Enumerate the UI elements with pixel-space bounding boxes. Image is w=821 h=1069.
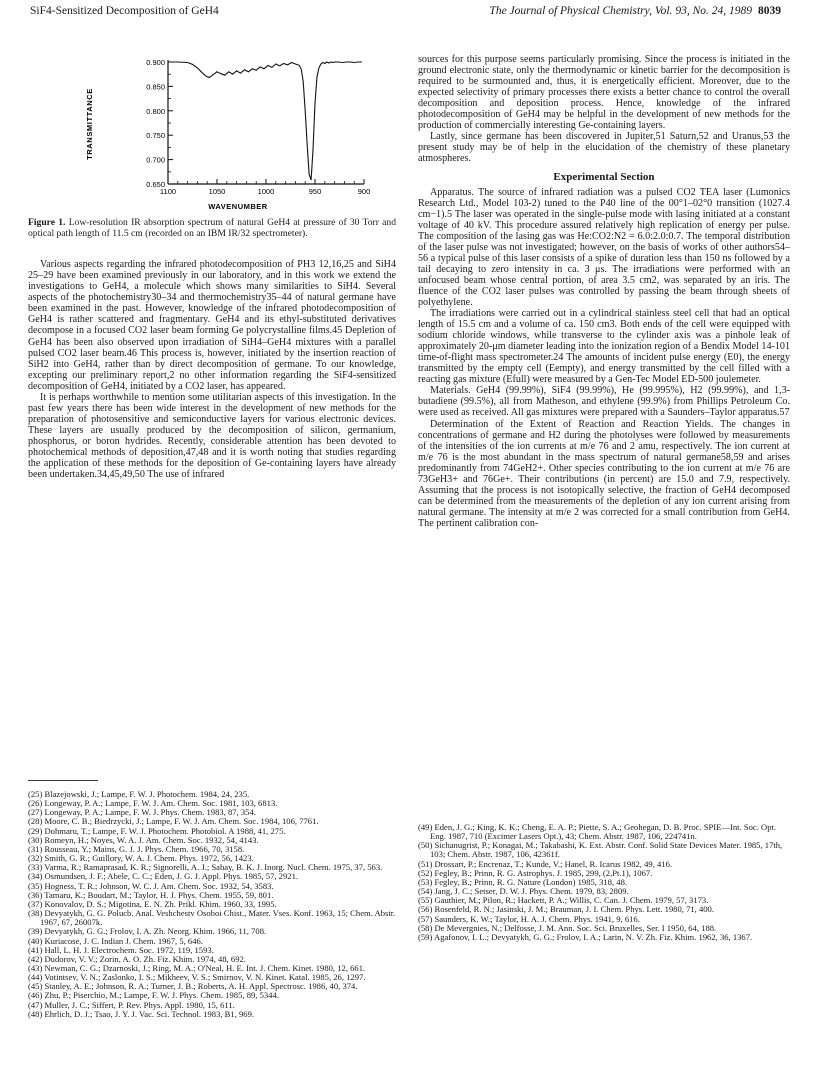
reference-item: (48) Ehrlich, D. J.; Tsao, J. Y. J. Vac. Sci. Technol. 1983, B1, 969. — [28, 1008, 255, 1019]
reference-item: (46) Zhu, P.; Piserchio, M.; Lampe, F. W. J. Phys. Chem. 1985, 89, 5344. — [28, 990, 279, 1001]
y-tick-label: 0.800 — [146, 106, 165, 116]
intro-paragraph-1: Various aspects regarding the infrared photodecomposition of PH3 12,16,25 and SiH4 25–29 have been examined previously in our laboratory, and in this work we extend the investigations to GeH4, a molecule which shows many similarities to SiH4. Several aspects of the photochemistry30–34 and thermochemistry35–44 of natural germane have been examined in the past. However, knowledge of the infrared photodecomposition of GeH4 is rather scattered and fragmentary. GeH4 and its ethyl-substituted derivatives decompose in a focused CO2 laser beam forming Ge polycrystalline films.45 Depletion of GeH4 has been also observed upon irradiation of SiH4–GeH4 mixtures with a parallel pulsed CO2 laser beam.46 This process is, however, initiated by the insertion reaction of SiH2 into GeH4, rather than by direct decomposition of germane. To our knowledge, excepting our preliminary report,2 no other information regarding the SiF4-sensitized decomposition of GeH4, initiated by a CO2 laser, has appeared. — [28, 259, 396, 392]
materials-paragraph: Materials. GeH4 (99.99%), SiF4 (99.99%), He (99.995%), H2 (99.99%), and 1,3-butadiene (99.5%), all from Matheson, and ethylene (99.9%) from Phillips Petroleum Co. were used as received. All gas mixtures were prepared with a Saunders–Taylor apparatus.57 — [418, 385, 790, 419]
reference-item: (26) Longeway, P. A.; Lampe, F. W. J. Am. Chem. Soc. 1981, 103, 6813. — [28, 798, 278, 809]
caption-text: Low-resolution IR absorption spectrum of natural GeH4 at pressure of 30 Torr and optical path length of 11.5 cm (recorded on an IBM IR/32 spectrometer). — [28, 217, 396, 239]
x-tick-label: 900 — [357, 187, 371, 196]
intro-paragraph-2: It is perhaps worthwhile to mention some utilitarian aspects of this investigation. In the past few years there has been wide interest in the development of new methods for the preparation of photosensitive and semiconductive layers for various electronic devices. These layers are usually produced by the decomposition of silicon, germanium, phosphorus, or boron hydrides. Recently, considerable attention has been devoted to photochemical methods of deposition,47,48 and it is worth noting that studies regarding the application of these methods for the deposition of Ge-containing layers have already been undertaken.34,45,49,50 The use of infrared — [28, 391, 396, 481]
references-right — [418, 823, 790, 942]
determination-paragraph: Determination of the Extent of Reaction and Reaction Yields. The changes in concentrations of germane and H2 during the photolyses were followed by measurements of the intensities of the ion currents at m/e 76 and 2 amu, respectively. The ion current at m/e 76 is the most abundant in the mass spectrum of natural germane58,59 and arises predominantly from 74GeH2+. Other species contributing to the ion current at m/e 76 are 73GeH3+ and 76Ge+. Their contributions (in percent) are 15.0 and 7.9, respectively. Assuming that the process is not isotopically selective, the fraction of GeH4 decomposed can be determined from the measurements of the depletion of any ion current arising from natural germane. The intensity at m/e 2 was corrected for a small contribution from GeH4. The pertinent calibration con- — [418, 418, 790, 529]
y-ticks — [146, 58, 173, 189]
reference-item: (44) Votintsev, V. N.; Zaslonko, I. S.; Mikheev, V. S.; Smirnov, V. N. Kinet. Katal. 1985, 26, 1297. — [28, 972, 366, 983]
reference-item: (25) Blazejowski, J.; Lampe, F. W. J. Photochem. 1984, 24, 235. — [28, 789, 250, 799]
reference-item: (47) Muller, J. C.; Siffert, P. Rev. Phys. Appl. 1980, 15, 611. — [28, 999, 235, 1010]
jupiter-paragraph: Lastly, since germane has been discovered in Jupiter,51 Saturn,52 and Uranus,53 the present study may be of help in the elucidation of the chemistry of these planetary atmospheres. — [418, 131, 790, 165]
section-heading-experimental: Experimental Section — [553, 171, 655, 184]
x-tick-label: 1000 — [257, 187, 275, 196]
reference-item: (55) Gauthier, M.; Pilon, R.; Hackett, P. A.; Willis, C. Can. J. Chem. 1979, 57, 3173. — [418, 895, 709, 906]
reference-item: (28) Moore, C. B.; Biedrzycki, J.; Lampe, F. W. J. Am. Chem. Soc. 1984, 106, 7761. — [28, 816, 319, 827]
y-tick-label: 0.750 — [146, 131, 165, 141]
reference-item: (34) Osmundsen, J. F.; Abele, C. C.; Eden, J. G. J. Appl. Phys. 1985, 57, 2921. — [28, 871, 299, 882]
y-axis-label: TRANSMITTANCE — [85, 88, 94, 160]
apparatus-paragraph: Apparatus. The source of infrared radiation was a pulsed CO2 TEA laser (Lumonics Research Ltd., Model 103-2) tuned to the P40 line of the 00°1–02°0 transition (1027.4 cm−1).5 The laser was operated in the single-pulse mode with lasing initiated at a constant voltage of 40 kV. This procedure assured relatively high replication of energy per pulse. The composition of the lasing gas was He:CO2:N2 = 6.0:2.0:0.7. The temporal distribution of the laser pulse was not investigated; however, on the basis of works of other authors54–56 a typical pulse of this laser consists of a spike of duration less than 150 ns followed by a tail decaying to zero intensity in ca. 3 μs. The irradiations were performed with an unfocused beam whose central portion, of area 3.5 cm2, was separated by an iris. The fluence of the CO2 laser pulses was controlled by passing the beam through sheets of polyethylene. — [418, 186, 790, 308]
reference-item: (33) Varma, R.; Ramaprasad, K. R.; Signorelli, A. J.; Sahay, B. K. J. Inorg. Nucl. Chem. 1975, 37, 563. — [28, 862, 383, 873]
right-column — [418, 54, 790, 529]
reference-item: (54) Jang, J. C.; Setser, D. W. J. Phys. Chem. 1979, 83, 2809. — [418, 886, 629, 897]
reference-item: (52) Fegley, B.; Prinn, R. G. Astrophys. J. 1985, 299, (2,Pt.1), 1067. — [418, 867, 653, 878]
reference-item: (36) Tamaru, K.; Boudart, M.; Taylor, H. J. Phys. Chem. 1955, 59, 801. — [28, 889, 274, 900]
reference-item: (56) Rosenfeld, R. N.; Jasinski, J. M.; Brauman, J. I. Chem. Phys. Lett. 1980, 71, 400. — [418, 904, 714, 915]
reference-item: (59) Agafonov, I. L.; Devyatykh, G. G.; Frolov, I. A.; Larin, N. V. Zh. Fiz. Khim. 1962, 36, 1367. — [418, 931, 753, 942]
reference-item: (42) Dudorov, V. V.; Zorin, A. O. Zh. Fiz. Khim. 1974, 48, 692. — [28, 953, 246, 964]
reference-item: (50) Sichanugrist, P.; Konagai, M.; Takabashi, K. Ext. Abstr. Conf. Solid State Devices Mater. 1985, 17th, 103; Chem. Abstr. 1987, 106, 42361f. — [418, 840, 783, 860]
reference-item: (58) De Mevergnies, N.; Delfosse, J. M. Ann. Soc. Sci. Bruxelles, Ser. I 1950, 64, 188. — [418, 922, 717, 933]
reference-item: (41) Hall, L. H. J. Electrochem. Soc. 1972, 119, 1593. — [28, 944, 214, 955]
reference-item: (31) Rousseau, Y.; Mains, G. J. J. Phys. Chem. 1966, 70, 3158. — [28, 843, 245, 854]
x-axis-label: WAVENUMBER — [208, 202, 268, 211]
left-column — [28, 218, 396, 480]
reference-item: (29) Dohmaru, T.; Lampe, F. W. J. Photochem. Photobiol. A 1988, 41, 275. — [28, 825, 286, 836]
reference-item: (35) Hogness, T. R.; Johnson, W. C. J. Am. Chem. Soc. 1932, 54, 3583. — [28, 880, 274, 891]
y-tick-label: 0.900 — [146, 58, 165, 67]
page-number: 8039 — [758, 5, 781, 17]
reference-item: (57) Saunders, K. W.; Taylor, H. A. J. Chem. Phys. 1941, 9, 616. — [418, 913, 640, 924]
x-tick-label: 1050 — [208, 187, 226, 196]
y-tick-label: 0.650 — [146, 180, 165, 189]
running-header — [30, 5, 781, 23]
references-left — [28, 790, 396, 1019]
y-tick-label: 0.850 — [146, 82, 165, 92]
reference-item: (43) Newman, C. G.; Dzarnoski, J.; Ring, M. A.; O'Neal, H. E. Int. J. Chem. Kinet. 1980, 12, 661. — [28, 962, 366, 973]
header-title: SiF4-Sensitized Decomposition of GeH4 — [30, 5, 219, 17]
figure-caption — [28, 218, 396, 239]
cell-paragraph: The irradiations were carried out in a cylindrical stainless steel cell that had an optical length of 15.5 cm and a volume of ca. 150 cm3. Both ends of the cell were equipped with sodium chloride windows, while transverse to the cylinder axis was a pinhole leak of approximately 20-μm diameter leading into the ionization region of a Bendix Model 14-101 time-of-flight mass spectrometer.24 The amounts of incident pulse energy (E0), the energy transmitted by the empty cell (Eempty), and energy transmitted by the cell filled with a reacting gas mixture (Efull) were measured by a Gen-Tec Model ED-500 joulemeter. — [418, 308, 790, 386]
spectrum-line — [168, 62, 362, 180]
reference-item: (40) Kuriacose, J. C. Indian J. Chem. 1967, 5, 646. — [28, 935, 203, 946]
ir-spectrum-figure — [78, 54, 371, 212]
x-tick-label: 1100 — [159, 187, 177, 196]
y-tick-label: 0.700 — [146, 155, 165, 165]
reference-item: (39) Devyatykh, G. G.; Frolov, I. A. Zh. Neorg. Khim. 1966, 11, 708. — [28, 926, 267, 937]
header-journal-name: The Journal of Physical Chemistry, Vol. 93, No. 24, 1989 — [489, 5, 752, 17]
x-ticks — [160, 179, 370, 196]
reference-item: (38) Devyatykh, G. G. Polucb. Anal. Veshchestv Osoboi Chist., Mater. Vses. Konf. 1963, 15; Chem. Abstr. 1967, 67, 26007k. — [28, 908, 396, 928]
caption-label: Figure 1. — [28, 217, 66, 228]
reference-item: (27) Longeway, P. A.; Lampe, F. W. J. Phys. Chem. 1983, 87, 354. — [28, 807, 256, 818]
reference-item: (53) Fegley, B.; Prinn, R. G. Nature (London) 1985, 318, 48. — [418, 876, 628, 887]
reference-item: (51) Drossart, P.; Encrenaz, T.; Kunde, V.; Hanel, R. Icarus 1982, 49, 416. — [418, 858, 673, 869]
reference-item: (49) Eden, J. G.; King, K. K.; Cheng, E. A. P.; Piette, S. A.; Geohegan, D. B. Proc. SPIE—Int. Soc. Opt. Eng. 1987, 710 (Excimer Lasers Opt.), 43; Chem. Abstr. 1987, 106, 224741n. — [418, 822, 777, 842]
header-journal — [489, 5, 781, 17]
x-tick-label: 950 — [308, 187, 322, 196]
continued-paragraph: sources for this purpose seems particularly promising. Since the process is initiated in the ground electronic state, only the thermodynamic or kinetic barrier for the decomposition is required to be surmounted and, thus, it is energetically efficient. Moreover, due to the expected selectivity of primary processes there exists a better chance to control the overall decomposition and deposition process. Hence, knowledge of the infrared photodecomposition of GeH4 may be helpful in the development of new methods for the production of commercially interesting Ge-containing layers. — [418, 54, 790, 132]
reference-item: (30) Romeyn, H.; Noyes, W. A. J. Am. Chem. Soc. 1932, 54, 4143. — [28, 834, 259, 845]
reference-item: (32) Smith, G. R.; Guillory, W. A. J. Chem. Phys. 1972, 56, 1423. — [28, 853, 254, 864]
footnote-rule — [28, 780, 98, 781]
reference-item: (37) Konovalov, D. S.; Migotina, E. N. Zh. Prikl. Khim. 1960, 33, 1995. — [28, 898, 277, 909]
reference-item: (45) Stanley, A. E.; Johnson, R. A.; Turner, J. B.; Roberts, A. H. Appl. Spectrosc. 1986, 40, 374. — [28, 981, 358, 992]
